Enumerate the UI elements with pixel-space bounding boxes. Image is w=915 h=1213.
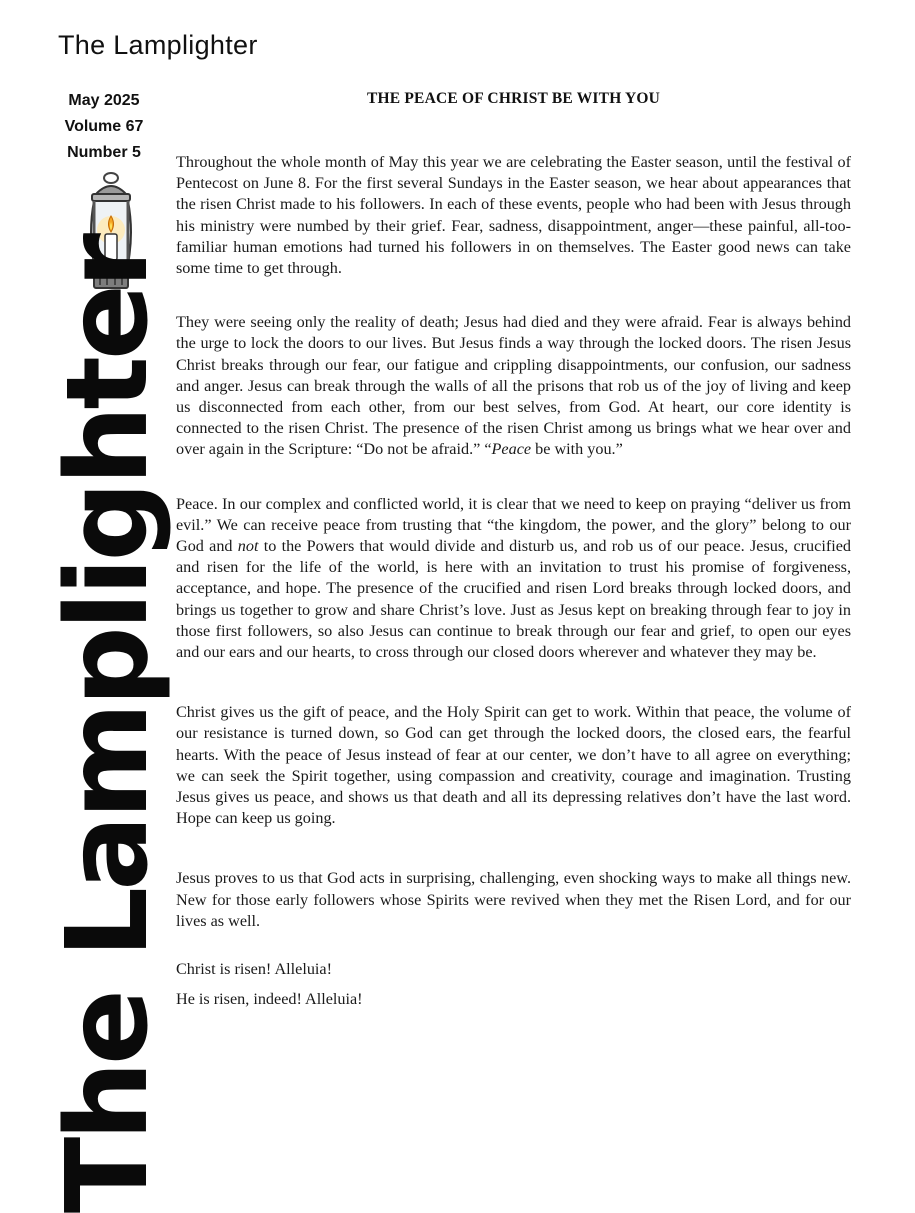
article-headline: THE PEACE OF CHRIST BE WITH YOU xyxy=(366,90,660,107)
paragraph-2-end: be with you.” xyxy=(531,440,623,459)
paragraph-4: Christ gives us the gift of peace, and the Holy Spirit can get to work. Within that peace, the volume of our resistance is turned down, so God can get through the locked doors, the closed ears, the fearful hearts. With the peace of Jesus instead of fear at our center, we don’t have to all agree on everything; we can seek the Spirit together, using compassion and creativity, courage and imagination. Trusting Jesus gives us peace, and shows us that death and all its depressing relatives don’t have the last word. Hope can keep us going. xyxy=(176,703,851,828)
paragraph-2-main: They were seeing only the reality of death; Jesus had died and they were afraid. Fear is always behind the urge to lock the doors to our lives. But Jesus finds a way through the locked doors. The risen Jesus Christ breaks through our fear, our fatigue and crippling disappointments, our confusion, our sadness and anger. Jesus can break through the walls of all the prisons that rob us of the joy of living and keep us disconnected from each other, from our best selves, from God. At heart, our core identity is connected to the risen Christ. The presence of the risen Christ among us brings what we hear over and over again in the Scripture: “Do not be afraid.” “ xyxy=(176,313,851,459)
issue-number: Number 5 xyxy=(67,144,141,161)
paragraph-2-italic: Peace xyxy=(491,440,532,459)
paragraph-1: Throughout the whole month of May this year we are celebrating the Easter season, until the festival of Pentecost on June 8. For the first several Sundays in the Easter season, we hear about appearances that the risen Christ made to his followers. In each of these events, people who had been with Jesus through his ministry were numbed by their grief. Fear, sadness, disappointment, anger—these painful, all-too-familiar human emotions had turned his followers in on themselves. The Easter good news can take some time to get through. xyxy=(176,153,851,278)
paragraph-3-italic: not xyxy=(237,537,259,556)
issue-info xyxy=(54,88,154,166)
vertical-title-wrap xyxy=(43,236,173,1213)
article xyxy=(176,90,851,1011)
paragraph-3 xyxy=(176,494,851,664)
issue-volume: Volume 67 xyxy=(64,118,144,135)
vertical-title: The Lamplighter xyxy=(43,236,173,1213)
paragraph-2 xyxy=(176,312,851,460)
closing-line-1: Christ is risen! Alleluia! xyxy=(176,960,333,979)
paragraph-3-start: Peace. In our complex and conflicted world, it is clear that we need to keep on praying “deliver us from evil.” We can receive peace from trusting that “the kingdom, the power, and the glory” belong to our God and xyxy=(176,494,851,556)
paragraph-3-end: to the Powers that would divide and disturb us, and rob us of our peace. Jesus, crucified and risen for the life of the world, is here with an invitation to trust his promise of forgiveness, acceptance, and hope. The presence of the crucified and risen Lord breaks through locked doors, and brings us together to grow and share Christ’s love. Just as Jesus kept on breaking through fear to joy in those first followers, so also Jesus can continue to break through our fear and grief, to open our eyes and our ears and our hearts, to cross through our closed doors wherever and whatever they may be. xyxy=(176,537,851,662)
closing-line-2: He is risen, indeed! Alleluia! xyxy=(176,990,363,1009)
paragraph-5: Jesus proves to us that God acts in surprising, challenging, even shocking ways to make all things new. New for those early followers whose Spirits were revived when they met the Risen Lord, and for our lives as well. xyxy=(176,869,851,930)
masthead-title: The Lamplighter xyxy=(58,30,258,60)
issue-date: May 2025 xyxy=(68,92,140,109)
